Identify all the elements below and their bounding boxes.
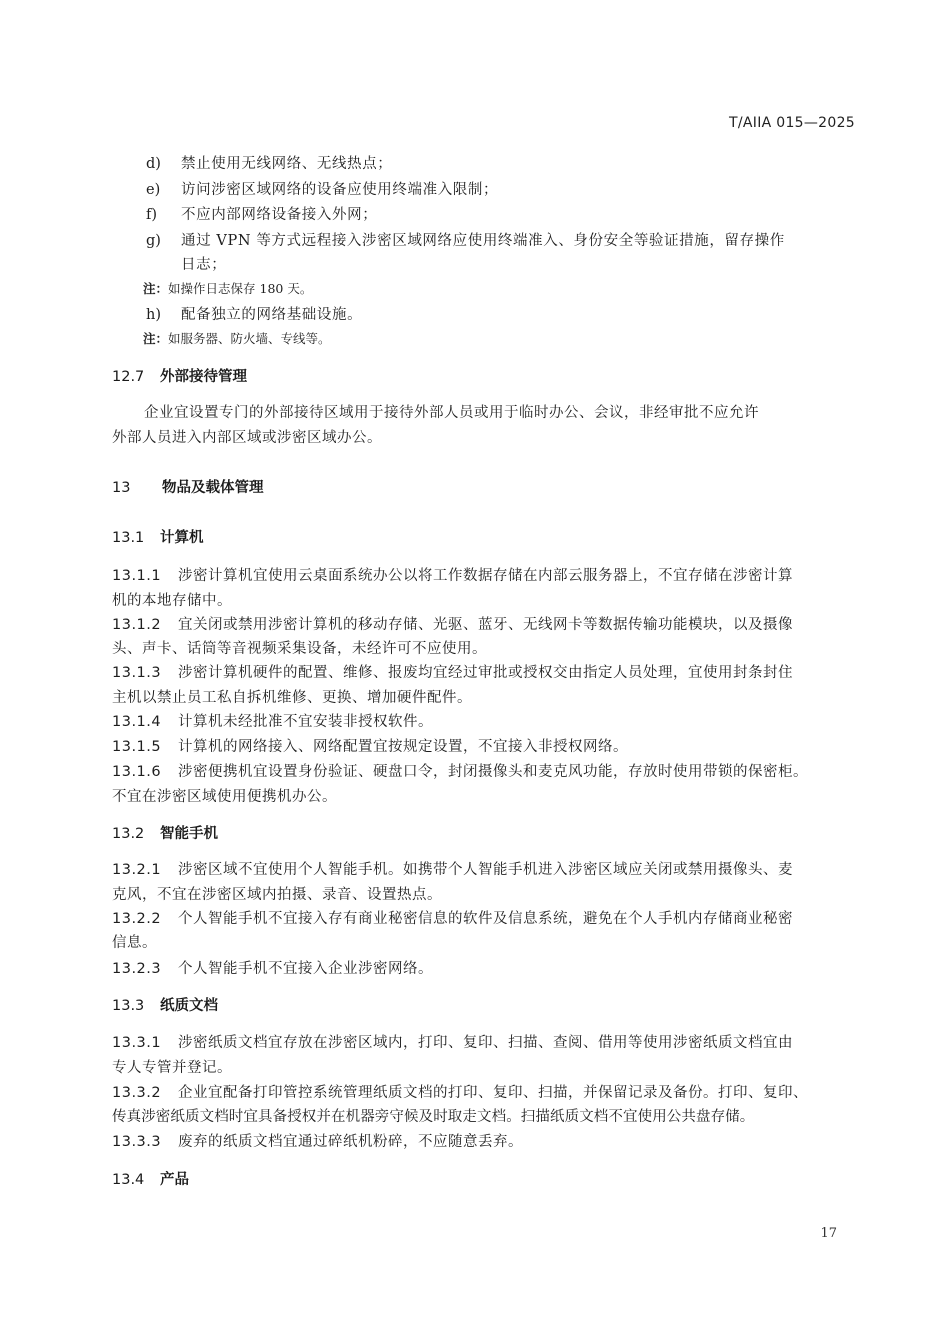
heading-12-7 xyxy=(112,365,247,389)
clause-13-1-3 xyxy=(112,661,857,685)
heading-13-3 xyxy=(112,994,218,1018)
clause-13-1-6-cont: 不宜在涉密区域使用便携机办公。 xyxy=(112,789,337,805)
list-item-g: 通过 VPN 等方式远程接入涉密区域网络应使用终端准入、身份安全等验证措施，留存操作 xyxy=(181,233,785,249)
clause-number: 13.1.2 xyxy=(112,617,162,633)
note-log-retention xyxy=(143,279,312,299)
list-item-d: 禁止使用无线网络、无线热点； xyxy=(181,156,393,172)
clause-number: 13.1.6 xyxy=(112,764,162,780)
section-number: 13.1 xyxy=(112,530,145,546)
clause-13-3-2-cont: 传真涉密纸质文档时宜具备授权并在机器旁守候及时取走文档。扫描纸质文档不宜使用公共盘存储。 xyxy=(112,1109,755,1125)
page-number: 17 xyxy=(820,1226,837,1241)
clause-13-2-2 xyxy=(112,907,857,931)
clause-13-2-1 xyxy=(112,858,857,882)
clause-text: 计算机未经批准不宜安装非授权软件。 xyxy=(178,714,433,730)
section-title: 纸质文档 xyxy=(160,998,218,1014)
note-text: 如操作日志保存 180 天。 xyxy=(168,281,313,296)
list-item-e: 访问涉密区域网络的设备应使用终端准入限制； xyxy=(181,182,499,198)
clause-13-3-3 xyxy=(112,1130,857,1154)
clause-13-3-1 xyxy=(112,1031,857,1055)
clause-text: 个人智能手机不宜接入企业涉密网络。 xyxy=(178,961,433,977)
clause-text: 涉密区域不宜使用个人智能手机。如携带个人智能手机进入涉密区域应关闭或禁用摄像头、麦 xyxy=(178,862,793,878)
paragraph-12-7-line2: 外部人员进入内部区域或涉密区域办公。 xyxy=(112,430,382,446)
clause-number: 13.1.3 xyxy=(112,665,162,681)
clause-text: 个人智能手机不宜接入存有商业秘密信息的软件及信息系统，避免在个人手机内存储商业秘密 xyxy=(178,911,793,927)
clause-text: 涉密纸质文档宜存放在涉密区域内，打印、复印、扫描、查阅、借用等使用涉密纸质文档宜由 xyxy=(178,1035,793,1051)
section-title: 产品 xyxy=(160,1172,189,1188)
clause-13-1-1-cont: 机的本地存储中。 xyxy=(112,593,232,609)
note-prefix: 注： xyxy=(143,281,169,296)
clause-number: 13.2.1 xyxy=(112,862,162,878)
list-item-g-cont: 日志； xyxy=(181,257,227,273)
clause-13-1-2 xyxy=(112,613,857,637)
list-label-g: g) xyxy=(146,233,161,249)
heading-13 xyxy=(112,476,264,500)
clause-13-1-2-cont: 头、声卡、话筒等音视频采集设备，未经许可不应使用。 xyxy=(112,641,487,657)
clause-number: 13.3.2 xyxy=(112,1085,162,1101)
section-title: 物品及载体管理 xyxy=(162,480,264,496)
paragraph-12-7-line1: 企业宜设置专门的外部接待区域用于接待外部人员或用于临时办公、会议，非经审批不应允许 xyxy=(144,405,759,421)
clause-text: 涉密计算机宜使用云桌面系统办公以将工作数据存储在内部云服务器上，不宜存储在涉密计算 xyxy=(178,568,793,584)
clause-number: 13.2.3 xyxy=(112,961,162,977)
heading-13-2 xyxy=(112,822,218,846)
clause-text: 计算机的网络接入、网络配置宜按规定设置，不宜接入非授权网络。 xyxy=(178,739,628,755)
section-title: 智能手机 xyxy=(160,826,218,842)
clause-13-1-1 xyxy=(112,564,857,588)
clause-number: 13.1.5 xyxy=(112,739,162,755)
list-label-d: d) xyxy=(146,156,161,172)
clause-13-1-5 xyxy=(112,735,857,759)
list-item-f: 不应内部网络设备接入外网； xyxy=(181,207,378,223)
clause-text: 宜关闭或禁用涉密计算机的移动存储、光驱、蓝牙、无线网卡等数据传输功能模块，以及摄像 xyxy=(178,617,793,633)
section-title: 计算机 xyxy=(160,530,204,546)
clause-13-1-3-cont: 主机以禁止员工私自拆机维修、更换、增加硬件配件。 xyxy=(112,690,472,706)
clause-number: 13.1.4 xyxy=(112,714,162,730)
section-number: 13.2 xyxy=(112,826,145,842)
clause-13-3-2 xyxy=(112,1081,857,1105)
clause-number: 13.3.1 xyxy=(112,1035,162,1051)
section-number: 12.7 xyxy=(112,369,145,385)
clause-number: 13.2.2 xyxy=(112,911,162,927)
heading-13-1 xyxy=(112,526,204,550)
clause-number: 13.1.1 xyxy=(112,568,162,584)
clause-13-2-2-cont: 信息。 xyxy=(112,935,157,951)
note-infrastructure xyxy=(143,329,331,349)
list-label-e: e) xyxy=(146,182,161,198)
section-title: 外部接待管理 xyxy=(160,369,247,385)
standard-code: T/AIIA 015—2025 xyxy=(729,115,855,131)
section-number: 13.3 xyxy=(112,998,145,1014)
clause-13-2-1-cont: 克风，不宜在涉密区域内拍摄、录音、设置热点。 xyxy=(112,887,442,903)
section-number: 13.4 xyxy=(112,1172,145,1188)
note-prefix: 注： xyxy=(143,331,169,346)
clause-text: 涉密计算机硬件的配置、维修、报废均宜经过审批或授权交由指定人员处理，宜使用封条封住 xyxy=(178,665,793,681)
note-text: 如服务器、防火墙、专线等。 xyxy=(168,331,331,346)
clause-13-3-1-cont: 专人专管并登记。 xyxy=(112,1060,232,1076)
clause-13-2-3 xyxy=(112,957,857,981)
section-number: 13 xyxy=(112,480,131,496)
list-label-f: f) xyxy=(146,207,158,223)
clause-text: 企业宜配备打印管控系统管理纸质文档的打印、复印、扫描，并保留记录及备份。打印、复印、 xyxy=(178,1085,808,1101)
list-label-h: h) xyxy=(146,307,161,323)
clause-number: 13.3.3 xyxy=(112,1134,162,1150)
clause-text: 废弃的纸质文档宜通过碎纸机粉碎，不应随意丢弃。 xyxy=(178,1134,523,1150)
clause-13-1-4 xyxy=(112,710,857,734)
list-item-h: 配备独立的网络基础设施。 xyxy=(181,307,363,323)
clause-text: 涉密便携机宜设置身份验证、硬盘口令，封闭摄像头和麦克风功能，存放时使用带锁的保密柜。 xyxy=(178,764,808,780)
heading-13-4 xyxy=(112,1168,189,1192)
clause-13-1-6 xyxy=(112,760,857,784)
